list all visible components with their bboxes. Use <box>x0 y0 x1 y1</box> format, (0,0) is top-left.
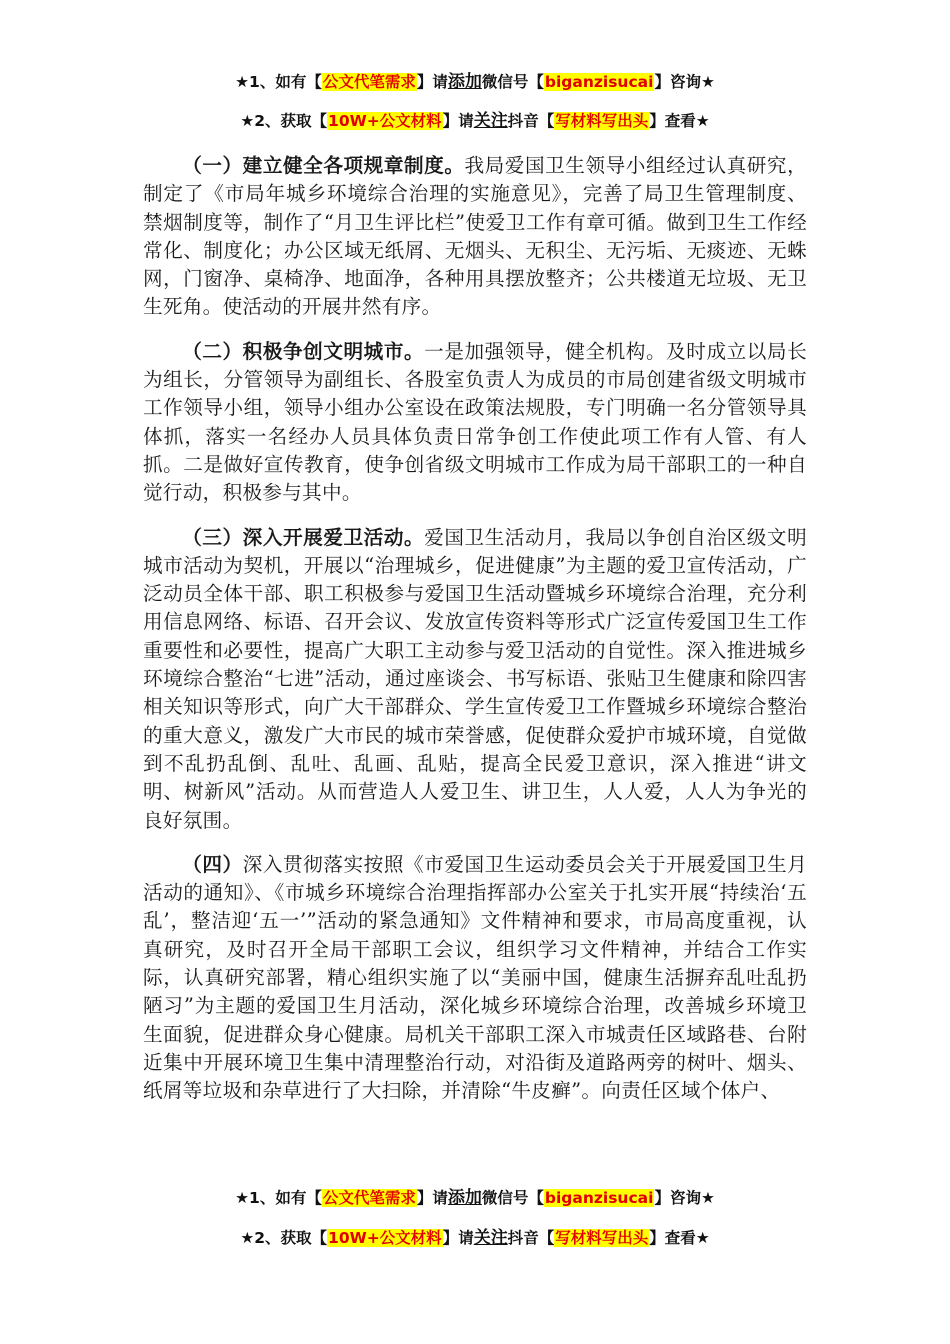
paragraph-text: 爱国卫生活动月，我局以争创自治区级文明城市活动为契机，开展以“治理城乡，促进健康”为主题的爱卫宣传活动，广泛动员全体干部、职工积极参与爱国卫生活动暨城乡环境综合治理，充分利用信息网络、标语、召开会议、发放宣传资料等形式广泛宣传爱国卫生工作重要性和必要性，提高广大职工主动参与爱卫活动的自觉性。深入推进城乡环境综合整治“七进”活动，通过座谈会、书写标语、张贴卫生健康和除四害相关知识等形式，向广大干部群众、学生宣传爱卫工作暨城乡环境综合整治的重大意义，激发广大市民的城市荣誉感，促使群众爱护市城环境，自觉做到不乱扔乱倒、乱吐、乱画、乱贴，提高全民爱卫意识，深入推进“讲文明、树新风”活动。从而营造人人爱卫生、讲卫生，人人爱，人人为争光的良好氛围。 <box>143 525 807 832</box>
paragraph-3 <box>143 524 807 835</box>
document-body <box>143 152 807 1122</box>
banner-highlight: 10W+公文材料 <box>328 112 442 130</box>
paragraph-text: 我局爱国卫生领导小组经过认真研究，制定了《市局年城乡环境综合治理的实施意见》，完善了局卫生管理制度、禁烟制度等，制作了“月卫生评比栏”使爱卫工作有章可循。做到卫生工作经常化、制度化；办公区域无纸屑、无烟头、无积尘、无污垢、无痰迹、无蛛网，门窗净、桌椅净、地面净，各种用具摆放整齐；公共楼道无垃圾、无卫生死角。使活动的开展井然有序。 <box>143 154 807 319</box>
banner-underlined: 关注 <box>473 111 508 131</box>
banner-text: 微信号【 <box>481 1189 544 1207</box>
banner-highlight: 10W+公文材料 <box>328 1229 442 1247</box>
banner-text: ★2、获取【 <box>240 112 328 130</box>
banner-text: ★1、如有【 <box>235 1189 322 1207</box>
banner-text: 】咨询★ <box>654 1189 715 1207</box>
banner-text: 】请 <box>416 73 448 91</box>
banner-underlined: 添加 <box>447 72 482 92</box>
paragraph-heading: （四） <box>182 852 243 876</box>
promo-banner-bottom-line2 <box>0 1226 950 1250</box>
banner-text: 】请 <box>442 1229 474 1247</box>
banner-underlined: 关注 <box>473 1228 508 1248</box>
paragraph-4 <box>143 851 807 1106</box>
paragraph-2 <box>143 338 807 508</box>
banner-text: 】查看★ <box>649 1229 710 1247</box>
banner-text: 】请 <box>416 1189 448 1207</box>
banner-highlight: 公文代笔需求 <box>322 73 416 91</box>
banner-text: 】请 <box>442 112 474 130</box>
banner-highlight: biganzisucai <box>544 73 654 91</box>
banner-text: ★1、如有【 <box>235 73 322 91</box>
paragraph-text: 一是加强领导，健全机构。及时成立以局长为组长，分管领导为副组长、各股室负责人为成员的市局创建省级文明城市工作领导小组，领导小组办公室设在政策法规股，专门明确一名分管领导具体抓，落实一名经办人员具体负责日常争创工作使此项工作有人管、有人抓。二是做好宣传教育，使争创省级文明城市工作成为局干部职工的一种自觉行动，积极参与其中。 <box>143 339 807 505</box>
promo-banner-bottom-line1 <box>0 1186 950 1210</box>
banner-text: 抖音【 <box>507 1229 555 1247</box>
banner-text: ★2、获取【 <box>240 1229 328 1247</box>
promo-banner-top-line1 <box>0 70 950 94</box>
banner-text: 】咨询★ <box>654 73 715 91</box>
banner-text: 】查看★ <box>649 112 710 130</box>
banner-text: 抖音【 <box>507 112 555 130</box>
banner-text: 微信号【 <box>481 73 544 91</box>
promo-banner-top-line2 <box>0 109 950 133</box>
banner-underlined: 添加 <box>447 1188 482 1208</box>
banner-highlight: 写材料写出头 <box>555 112 649 130</box>
paragraph-heading: （三）深入开展爱卫活动。 <box>182 525 425 549</box>
paragraph-heading: （二）积极争创文明城市。 <box>182 339 425 363</box>
paragraph-1 <box>143 152 807 322</box>
banner-highlight: biganzisucai <box>544 1189 654 1207</box>
banner-highlight: 公文代笔需求 <box>322 1189 416 1207</box>
paragraph-text: 深入贯彻落实按照《市爱国卫生运动委员会关于开展爱国卫生月活动的通知》、《市城乡环境综合治理指挥部办公室关于扎实开展“持续治‘五乱’，整洁迎‘五一’”活动的紧急通知》文件精神和要求，市局高度重视，认真研究，及时召开全局干部职工会议，组织学习文件精神，并结合工作实际，认真研究部署，精心组织实施了以“美丽中国，健康生活摒弃乱吐乱扔陋习”为主题的爱国卫生月活动，深化城乡环境综合治理，改善城乡环境卫生面貌，促进群众身心健康。局机关干部职工深入市城责任区域路巷、台附近集中开展环境卫生集中清理整治行动，对沿街及道路两旁的树叶、烟头、纸屑等垃圾和杂草进行了大扫除，并清除“牛皮癣”。向责任区域个体户、 <box>143 852 807 1103</box>
paragraph-heading: （一）建立健全各项规章制度。 <box>182 154 465 177</box>
banner-highlight: 写材料写出头 <box>555 1229 649 1247</box>
